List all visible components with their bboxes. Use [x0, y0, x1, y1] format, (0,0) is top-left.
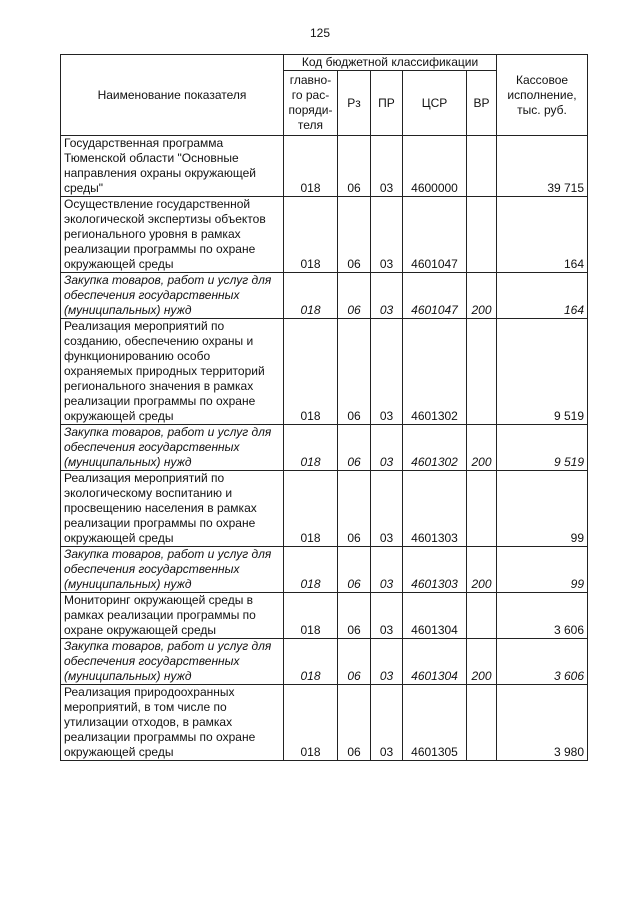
row-vr	[467, 197, 497, 273]
row-glavn: 018	[284, 639, 338, 685]
table-row	[61, 136, 588, 197]
row-glavn: 018	[284, 273, 338, 319]
row-vr	[467, 471, 497, 547]
row-glavn: 018	[284, 547, 338, 593]
row-pr: 03	[371, 425, 403, 471]
row-amount: 3 980	[497, 685, 588, 761]
table-row	[61, 593, 588, 639]
row-vr: 200	[467, 273, 497, 319]
row-name: Реализация мероприятий по созданию, обеспечению охраны и функционированию особо охраняемых природных территорий регионального значения в рамках реализации программы по охране окружающей среды	[61, 319, 284, 425]
row-glavn: 018	[284, 593, 338, 639]
row-vr: 200	[467, 547, 497, 593]
row-name: Реализация мероприятий по экологическому воспитанию и просвещению населения в рамках реализации программы по охране окружающей среды	[61, 471, 284, 547]
row-vr: 200	[467, 425, 497, 471]
row-name: Мониторинг окружающей среды в рамках реализации программы по охране окружающей среды	[61, 593, 284, 639]
table-row	[61, 547, 588, 593]
row-rz: 06	[338, 197, 371, 273]
header-amount: Кассовое исполнение, тыс. руб.	[497, 55, 588, 136]
row-amount: 9 519	[497, 319, 588, 425]
row-vr	[467, 136, 497, 197]
header-rz: Рз	[338, 71, 371, 136]
row-csr: 4601047	[403, 197, 467, 273]
row-rz: 06	[338, 136, 371, 197]
row-vr	[467, 685, 497, 761]
header-name: Наименование показателя	[61, 55, 284, 136]
row-csr: 4601304	[403, 593, 467, 639]
row-vr: 200	[467, 639, 497, 685]
header-vr: ВР	[467, 71, 497, 136]
row-glavn: 018	[284, 136, 338, 197]
row-vr	[467, 319, 497, 425]
header-pr: ПР	[371, 71, 403, 136]
row-rz: 06	[338, 547, 371, 593]
row-name: Закупка товаров, работ и услуг для обеспечения государственных (муниципальных) нужд	[61, 425, 284, 471]
row-csr: 4601303	[403, 471, 467, 547]
row-pr: 03	[371, 547, 403, 593]
header-csr: ЦСР	[403, 71, 467, 136]
table-row	[61, 197, 588, 273]
row-name: Осуществление государственной экологической экспертизы объектов регионального уровня в рамках реализации программы по охране окружающей среды	[61, 197, 284, 273]
row-rz: 06	[338, 593, 371, 639]
row-glavn: 018	[284, 471, 338, 547]
header-classification-group: Код бюджетной классификации	[284, 55, 497, 71]
row-amount: 39 715	[497, 136, 588, 197]
row-amount: 3 606	[497, 593, 588, 639]
row-amount: 164	[497, 197, 588, 273]
table-row	[61, 639, 588, 685]
row-pr: 03	[371, 136, 403, 197]
row-csr: 4601304	[403, 639, 467, 685]
row-csr: 4601305	[403, 685, 467, 761]
row-name: Закупка товаров, работ и услуг для обеспечения государственных (муниципальных) нужд	[61, 547, 284, 593]
header-glavn: главно-го рас-поряди-теля	[284, 71, 338, 136]
table-row	[61, 319, 588, 425]
page-number: 125	[309, 26, 331, 40]
row-pr: 03	[371, 471, 403, 547]
row-glavn: 018	[284, 685, 338, 761]
row-pr: 03	[371, 319, 403, 425]
row-pr: 03	[371, 685, 403, 761]
row-vr	[467, 593, 497, 639]
row-csr: 4601303	[403, 547, 467, 593]
row-rz: 06	[338, 319, 371, 425]
row-amount: 164	[497, 273, 588, 319]
row-rz: 06	[338, 273, 371, 319]
table-row	[61, 273, 588, 319]
table-row	[61, 425, 588, 471]
row-name: Реализация природоохранных мероприятий, в том числе по утилизации отходов, в рамках реализации программы по охране окружающей среды	[61, 685, 284, 761]
row-glavn: 018	[284, 319, 338, 425]
row-csr: 4601302	[403, 319, 467, 425]
row-csr: 4601302	[403, 425, 467, 471]
row-pr: 03	[371, 593, 403, 639]
row-glavn: 018	[284, 197, 338, 273]
row-name: Закупка товаров, работ и услуг для обеспечения государственных (муниципальных) нужд	[61, 273, 284, 319]
row-rz: 06	[338, 471, 371, 547]
row-amount: 9 519	[497, 425, 588, 471]
row-amount: 99	[497, 471, 588, 547]
row-name: Закупка товаров, работ и услуг для обеспечения государственных (муниципальных) нужд	[61, 639, 284, 685]
row-glavn: 018	[284, 425, 338, 471]
table-row	[61, 471, 588, 547]
row-pr: 03	[371, 639, 403, 685]
row-amount: 3 606	[497, 639, 588, 685]
row-rz: 06	[338, 639, 371, 685]
row-rz: 06	[338, 685, 371, 761]
row-amount: 99	[497, 547, 588, 593]
table-row	[61, 685, 588, 761]
budget-table	[60, 54, 588, 761]
row-csr: 4601047	[403, 273, 467, 319]
row-pr: 03	[371, 197, 403, 273]
row-csr: 4600000	[403, 136, 467, 197]
row-rz: 06	[338, 425, 371, 471]
row-pr: 03	[371, 273, 403, 319]
row-name: Государственная программа Тюменской области "Основные направления охраны окружающей среды"	[61, 136, 284, 197]
